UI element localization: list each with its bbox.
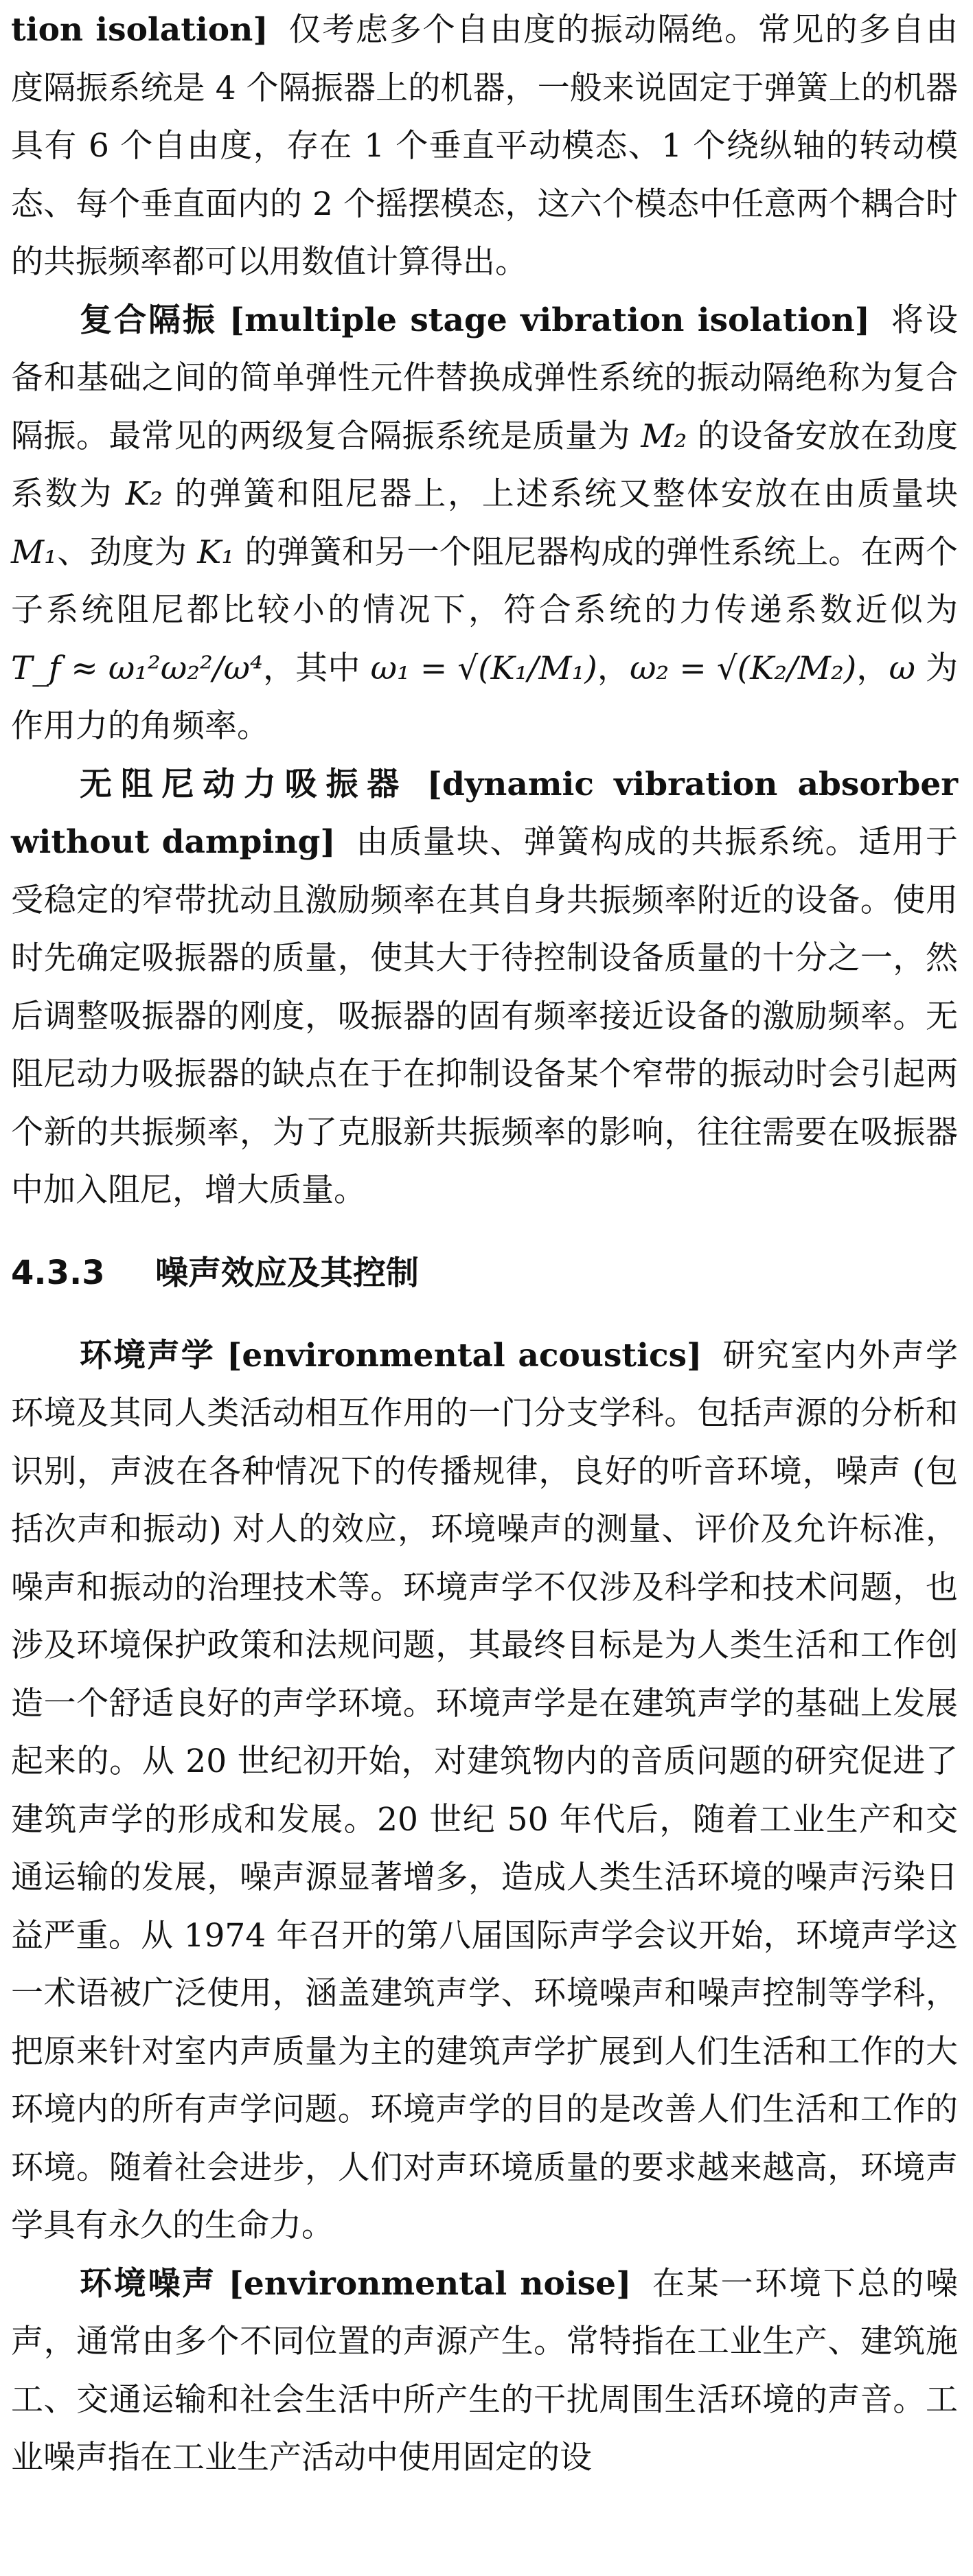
paragraph-text: 仅考虑多个自由度的振动隔绝。常见的多自由度隔振系统是 4 个隔振器上的机器，一般来说固定于弹簧上的机器具有 6 个自由度，存在 1 个垂直平动模态、1 个绕纵轴的转动模态、每个垂直面内的 2 个摇摆模态，这六个模态中任意两个耦合时的共振频率都可以用数值计算得出。 [11, 11, 959, 281]
section-title: 噪声效应及其控制 [155, 1253, 420, 1292]
paragraph-text-c: 的弹簧和阻尼器上，上述系统又整体安放在由质量块 [162, 475, 958, 513]
term-english: [multiple stage vibration isolation] [229, 301, 871, 339]
math-omega2: ω₂ = √(K₂/M₂) [630, 649, 857, 687]
term-chinese: 无阻尼动力吸振器 [80, 765, 409, 803]
paragraph-environmental-noise [11, 2255, 958, 2487]
math-omega: ω [889, 649, 915, 687]
term-english-fragment: tion isolation] [11, 11, 268, 49]
paragraph-text-f: ，其中 [262, 649, 371, 687]
paragraph-text-i: 为作用力的角频率。 [11, 649, 958, 745]
paragraph-text-e: 的弹簧和另一个阻尼器构成的弹性系统上。在两个子系统阻尼都比较小的情况下，符合系统的力传递系数近似为 [11, 533, 958, 629]
paragraph-text: 由质量块、弹簧构成的共振系统。适用于受稳定的窄带扰动且激励频率在其自身共振频率附近的设备。使用时先确定吸振器的质量，使其大于待控制设备质量的十分之一，然后调整吸振器的刚度，吸振器的固有频率接近设备的激励频率。无阻尼动力吸振器的缺点在于在抑制设备某个窄带的振动时会引起两个新的共振频率，为了克服新共振频率的影响，往往需要在吸振器中加入阻尼，增大质量。 [11, 823, 958, 1209]
paragraph-multiple-stage-isolation [11, 292, 958, 756]
paragraph-text-b: 的设备安放在劲度系数为 [11, 417, 958, 513]
paragraph-dynamic-absorber [11, 756, 958, 1220]
term-chinese: 环境噪声 [80, 2264, 216, 2303]
paragraph-text-d: 、劲度为 [56, 533, 198, 571]
paragraph-text-h: ， [856, 649, 889, 687]
math-k2: K₂ [125, 475, 163, 513]
section-heading [11, 1249, 958, 1297]
paragraph-text: 在某一环境下总的噪声，通常由多个不同位置的声源产生。常特指在工业生产、建筑施工、交通运输和社会生活中所产生的干扰周围生活环境的声音。工业噪声指在工业生产活动中使用固定的设 [11, 2264, 959, 2476]
term-chinese: 复合隔振 [80, 301, 217, 339]
math-m1: M₁ [11, 533, 57, 571]
math-m2: M₂ [641, 417, 687, 455]
math-omega1: ω₁ = √(K₁/M₁) [370, 649, 597, 687]
section-number: 4.3.3 [11, 1253, 105, 1292]
paragraph-multi-dof-isolation [11, 1, 958, 292]
paragraph-text-g: ， [597, 649, 630, 687]
term-english: [environmental acoustics] [227, 1336, 702, 1375]
term-english: [environmental noise] [228, 2264, 632, 2303]
paragraph-text: 研究室内外声学环境及其同人类活动相互作用的一门分支学科。包括声源的分析和识别，声波在各种情况下的传播规律，良好的听音环境，噪声 (包括次声和振动) 对人的效应，环境噪声的测量、评价及允许标准，噪声和振动的治理技术等。环境声学不仅涉及科学和技术问题，也涉及环境保护政策和法规问题，其最终目标是为人类生活和工作创造一个舒适良好的声学环境。环境声学是在建筑声学的基础上发展起来的。从 20 世纪初开始，对建筑物内的音质问题的研究促进了建筑声学的形成和发展。20 世纪 50 年代后，随着工业生产和交通运输的发展，噪声源显著增多，造成人类生活环境的噪声污染日益严重。从 1974 年召开的第八届国际声学会议开始，环境声学这一术语被广泛使用，涵盖建筑声学、环境噪声和噪声控制等学科，把原来针对室内声质量为主的建筑声学扩展到人们生活和工作的大环境内的所有声学问题。环境声学的目的是改善人们生活和工作的环境。随着社会进步，人们对声环境质量的要求越来越高，环境声学具有永久的生命力。 [11, 1336, 958, 2244]
math-transmissibility: T_f ≈ ω₁²ω₂²/ω⁴ [11, 649, 263, 687]
math-k1: K₁ [197, 533, 235, 571]
term-english: [dynamic vibration absorber without damping] [11, 765, 958, 861]
paragraph-text-a: 将设备和基础之间的简单弹性元件替换成弹性系统的振动隔绝称为复合隔振。最常见的两级复合隔振系统是质量为 [11, 301, 958, 455]
term-chinese: 环境声学 [80, 1336, 215, 1375]
paragraph-environmental-acoustics [11, 1327, 958, 2255]
